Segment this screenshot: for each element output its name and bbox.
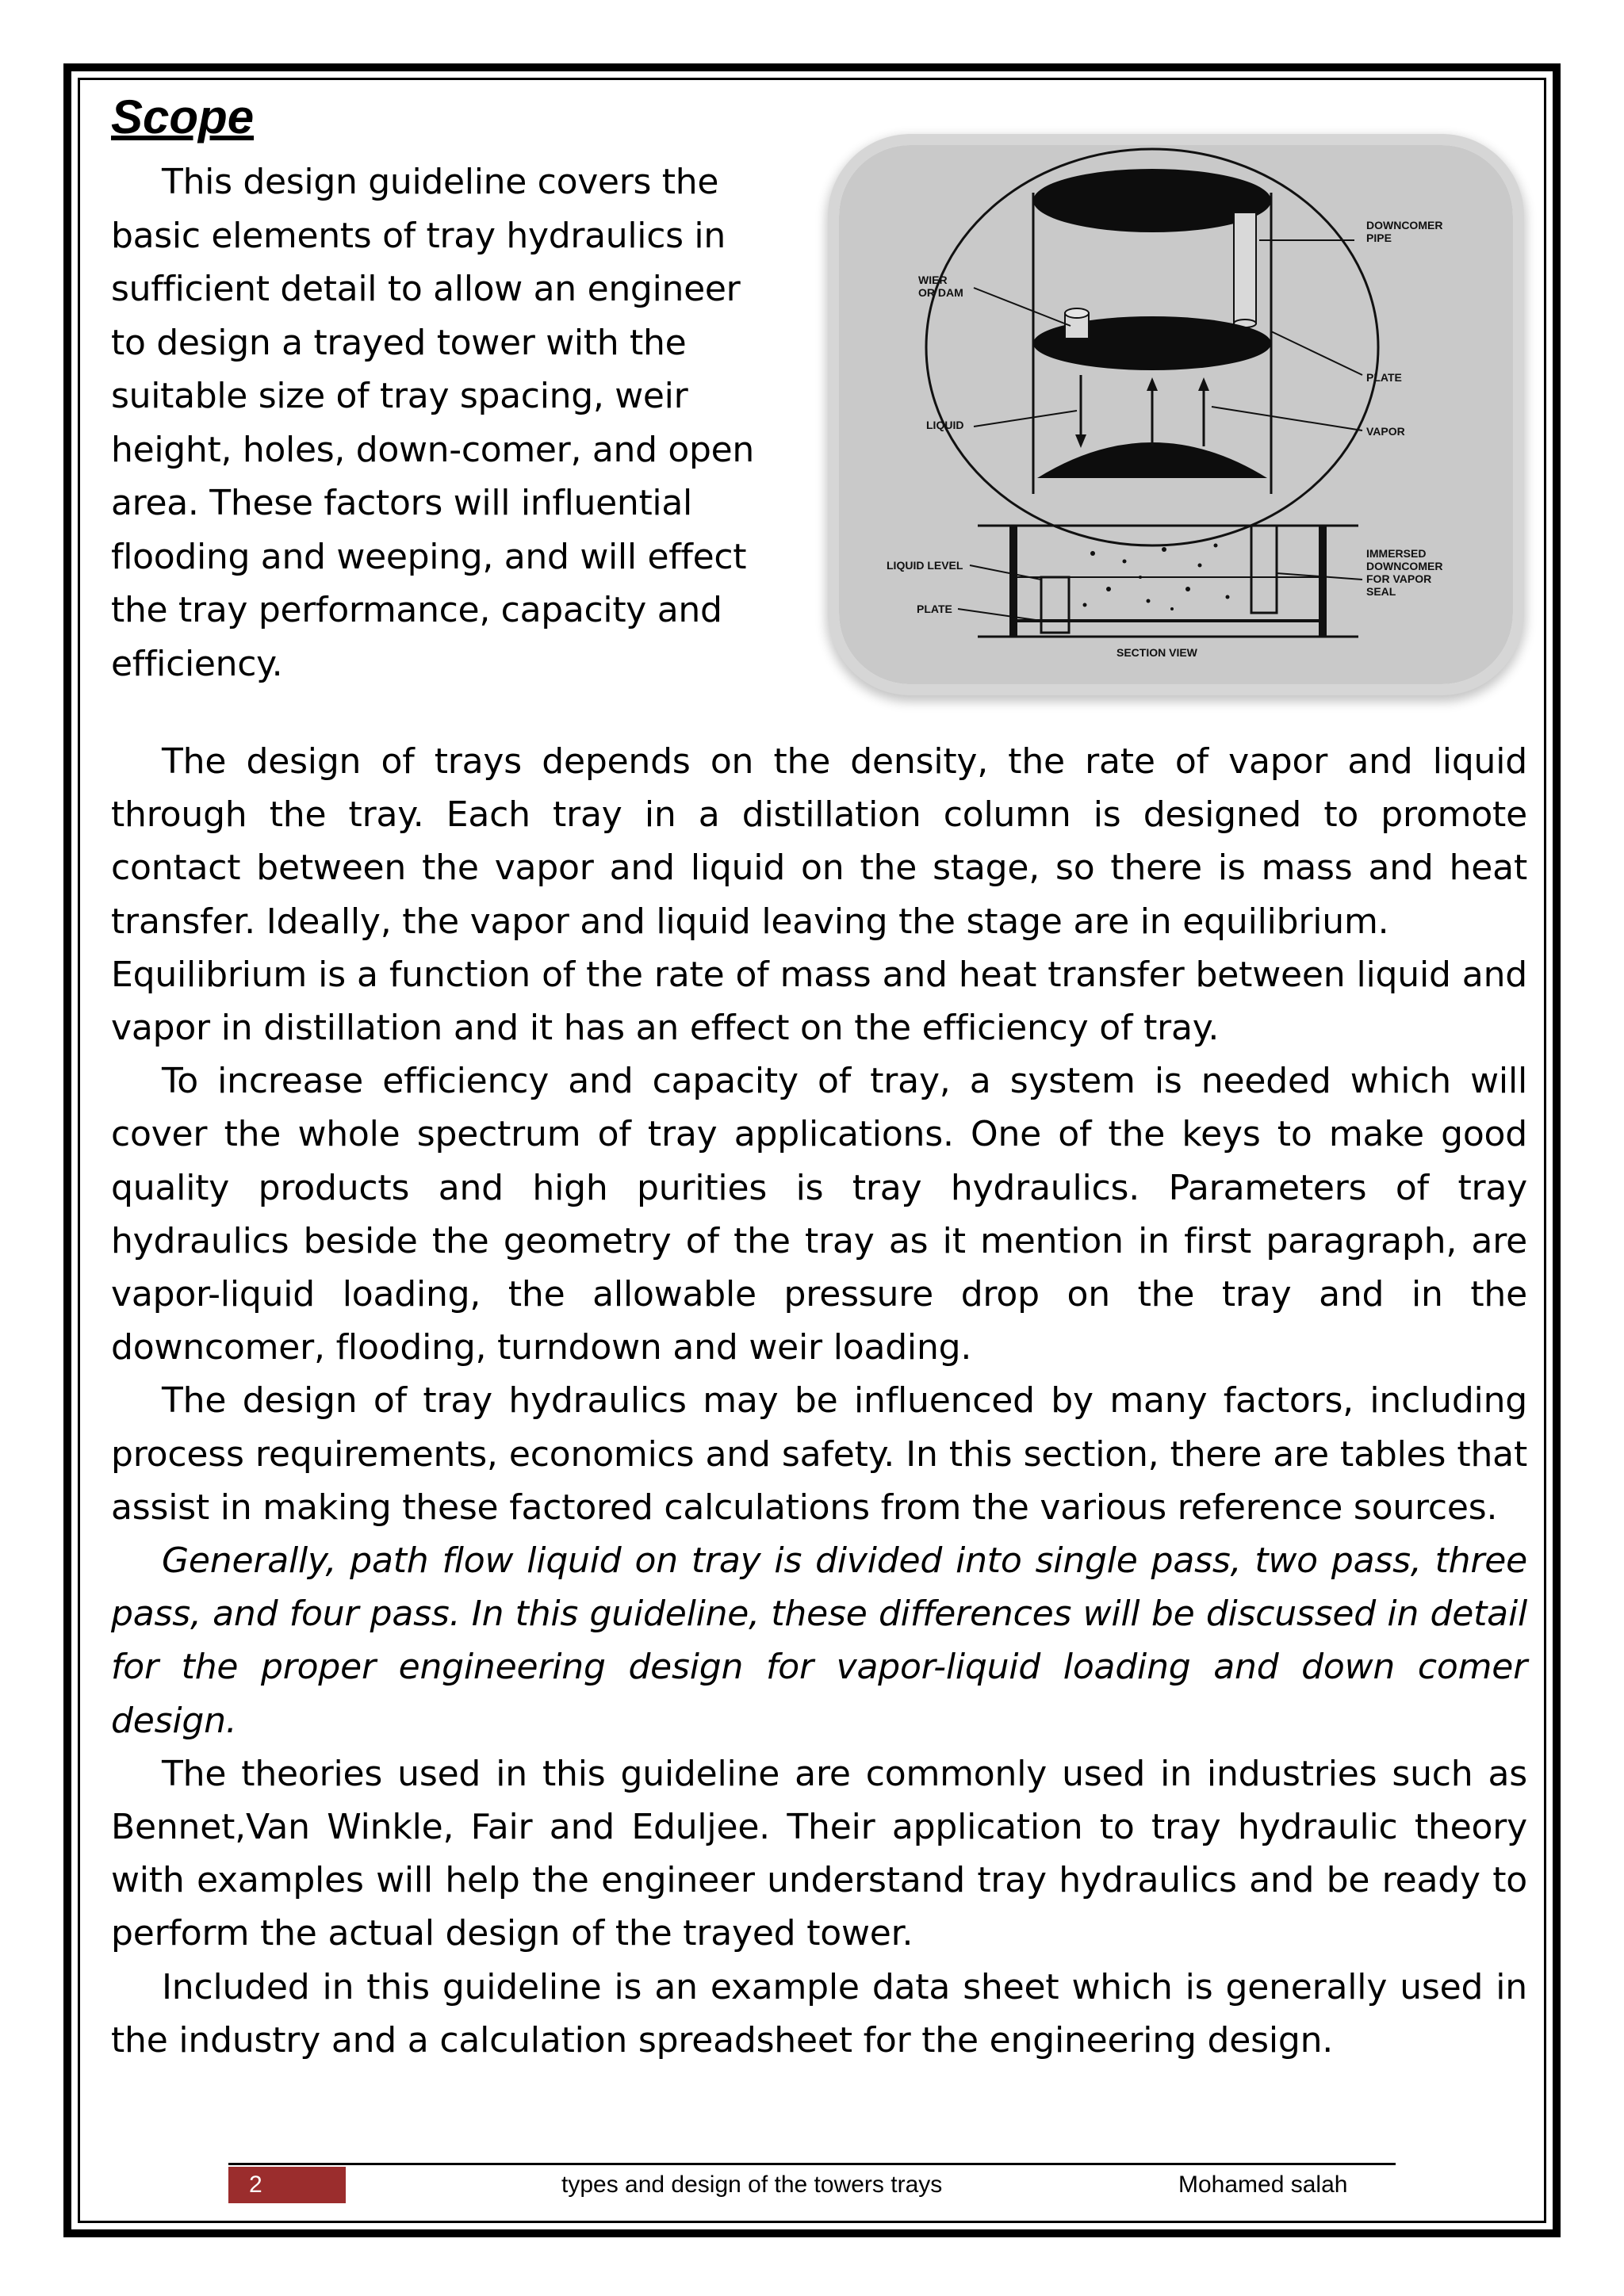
footer-title: types and design of the towers trays: [561, 2172, 943, 2198]
label-seal: SEAL: [1366, 585, 1396, 598]
label-weir-dam: OR DAM: [918, 286, 963, 299]
section-heading: Scope: [111, 90, 255, 144]
downcomer-pipe: [1234, 212, 1256, 323]
paragraph-7: Included in this guideline is an example data sheet which is generally used in the industry and a calculation spreadsheet for the engineering design.: [111, 1966, 1527, 2061]
label-downcomer: DOWNCOMER: [1366, 219, 1443, 232]
footer-divider: [228, 2163, 1396, 2165]
label-downcomer-pipe: PIPE: [1366, 232, 1392, 244]
paragraph-2: Equilibrium is a function of the rate of mass and heat transfer between liquid and vapor in distillation and it has an effect on the efficiency of tray.: [111, 954, 1527, 1049]
label-liquid-level: LIQUID LEVEL: [887, 559, 963, 572]
paragraph-3: To increase efficiency and capacity of tray, a system is needed which will cover the whole spectrum of tray applications. One of the keys to make good quality products and high purities is tray hydraulics. Parameters of tray hydraulics beside the geometry of the tray as it mention in first paragraph, are vapor-liquid loading, the allowable pressure drop on the tray and in the downcomer, flooding, turndown and weir loading.: [111, 1061, 1527, 1368]
label-liquid: LIQUID: [926, 419, 964, 431]
label-vapor: VAPOR: [1366, 425, 1405, 438]
page-number: 2: [228, 2167, 346, 2203]
footer-author: Mohamed salah: [1178, 2172, 1348, 2198]
body-text: [111, 735, 1527, 2067]
label-immersed-downcomer: DOWNCOMER: [1366, 560, 1443, 572]
intro-paragraph: This design guideline covers the basic elements of tray hydraulics in sufficient detail to allow an engineer to design a trayed tower with the suitable size of tray spacing, weir height, holes, down-comer, and open area. These factors will influential flooding and weeping, and will effect the tray performance, capacity and efficiency.: [111, 162, 754, 684]
label-weir: WIER: [918, 274, 948, 286]
paragraph-5: Generally, path flow liquid on tray is divided into single pass, two pass, three pass, and four pass. In this guideline, these differences will be discussed in detail for the proper engineering design for vapor-liquid loading and down comer design.: [111, 1540, 1527, 1741]
label-plate-top: PLATE: [1366, 371, 1402, 384]
paragraph-4: The design of tray hydraulics may be influenced by many factors, including process requirements, economics and safety. In this section, there are tables that assist in making these factored calculations from the various reference sources.: [111, 1380, 1527, 1528]
label-for-vapor: FOR VAPOR: [1366, 572, 1432, 585]
paragraph-1: The design of trays depends on the density, the rate of vapor and liquid through the tray. Each tray in a distillation column is designed to promote contact between the vapor and liquid on the stage, so there is mass and heat transfer. Ideally, the vapor and liquid leaving the stage are in equilibrium.: [111, 741, 1527, 942]
label-immersed: IMMERSED: [1366, 547, 1427, 560]
label-section-view: SECTION VIEW: [1116, 646, 1197, 659]
tray-diagram-figure: [839, 145, 1513, 684]
tray-diagram: [839, 145, 1513, 684]
paragraph-6: The theories used in this guideline are commonly used in industries such as Bennet,Van Winkle, Fair and Eduljee. Their application to tray hydraulic theory with examples will help the engineer understand tray hydraulics and be ready to perform the actual design of the trayed tower.: [111, 1753, 1527, 1954]
label-plate-bottom: PLATE: [917, 603, 952, 615]
